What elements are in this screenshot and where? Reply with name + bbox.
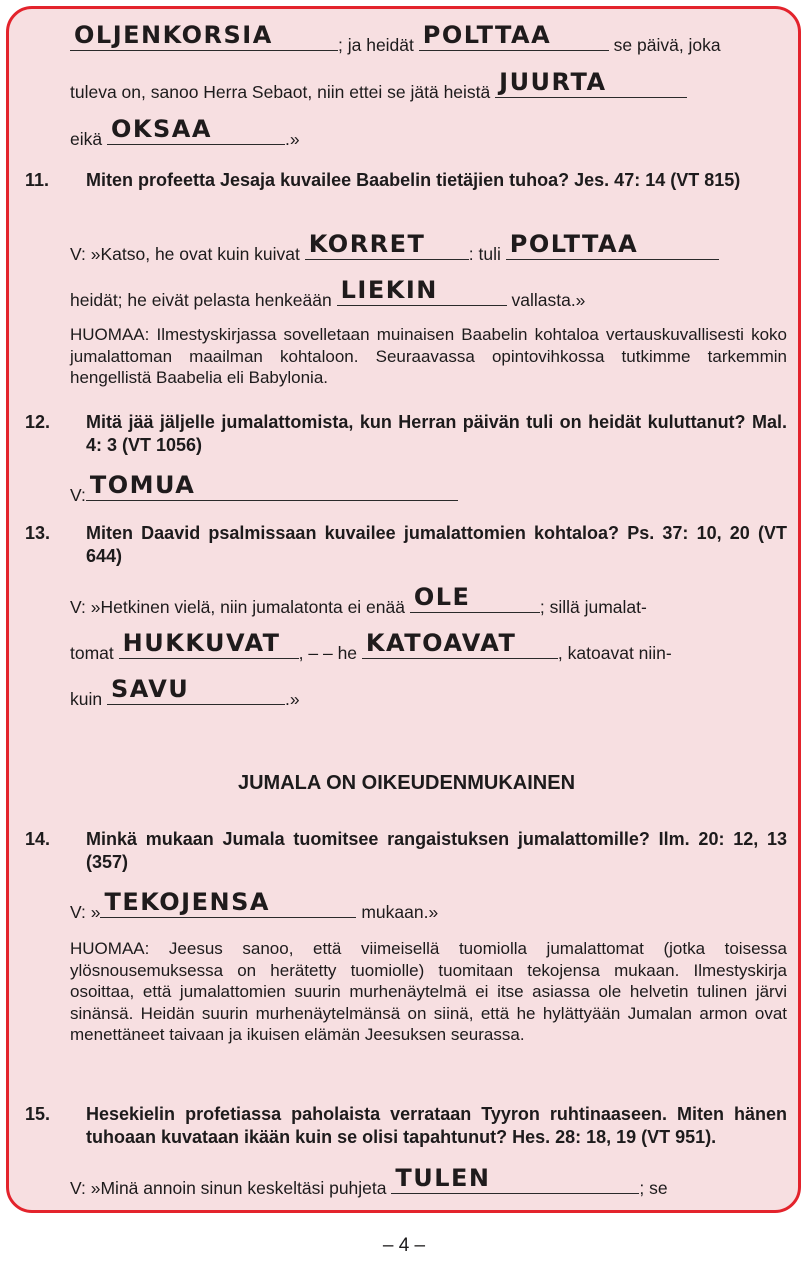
handwritten-answer: JUURTA — [499, 68, 607, 96]
handwritten-answer: HUKKUVAT — [122, 629, 281, 657]
text-fragment: tuleva on, sanoo Herra Sebaot, niin ettei se jätä heistä — [70, 82, 491, 102]
text-fragment: tomat — [70, 643, 114, 663]
question-number: 15. — [25, 1104, 51, 1124]
text-fragment: vallasta.» — [511, 290, 586, 310]
answer-blank[interactable] — [305, 230, 469, 260]
question-12 — [25, 411, 787, 457]
question-number: 13. — [25, 523, 51, 543]
question-text: Mitä jää jäljelle jumalattomista, kun Herran päivän tuli on heidät kuluttanut? Mal. 4: 3 (VT 1056) — [86, 412, 787, 455]
question-number: 14. — [25, 829, 51, 849]
handwritten-answer: TULEN — [395, 1164, 491, 1192]
question-15 — [25, 1103, 787, 1149]
text-fragment: V: — [70, 485, 86, 505]
handwritten-answer: OLJENKORSIA — [74, 21, 273, 49]
answer-blank[interactable] — [86, 471, 458, 501]
q13-answer-line-1 — [70, 583, 647, 618]
q13-answer-line-3 — [70, 675, 300, 710]
text-fragment: : tuli — [468, 244, 501, 264]
q15-answer-line — [70, 1164, 668, 1199]
handwritten-answer: POLTTAA — [422, 21, 552, 49]
worksheet-panel — [6, 6, 801, 1213]
answer-blank[interactable] — [495, 68, 687, 98]
intro-line-3 — [70, 115, 300, 150]
q13-answer-line-2 — [70, 629, 672, 664]
intro-line-1 — [70, 21, 721, 56]
handwritten-answer: TOMUA — [89, 471, 196, 499]
text-fragment: , katoavat niin- — [557, 643, 672, 663]
question-14 — [25, 828, 787, 874]
text-fragment: ; sillä jumalat- — [539, 597, 647, 617]
answer-blank[interactable] — [362, 629, 558, 659]
answer-blank[interactable] — [70, 21, 338, 51]
text-fragment: .» — [284, 689, 300, 709]
question-11 — [25, 169, 787, 192]
q11-answer-line-2 — [70, 276, 586, 311]
question-text: Hesekielin profetiassa paholaista verrataan Tyyron ruhtinaaseen. Miten hänen tuhoaan kuvataan ikään kuin se olisi tapahtunut? Hes. 28: 18, 19 (VT 951). — [86, 1104, 787, 1147]
text-fragment: mukaan.» — [361, 902, 439, 922]
answer-blank[interactable] — [410, 583, 540, 613]
text-fragment: , – – he — [298, 643, 358, 663]
answer-blank[interactable] — [100, 888, 356, 918]
text-fragment: .» — [284, 129, 300, 149]
answer-blank[interactable] — [107, 115, 285, 145]
text-fragment: ; ja heidät — [338, 35, 414, 55]
q11-answer-line-1 — [70, 230, 719, 265]
handwritten-answer: OKSAA — [110, 115, 212, 143]
answer-blank[interactable] — [506, 230, 719, 260]
answer-blank[interactable] — [119, 629, 299, 659]
handwritten-answer: LIEKIN — [340, 276, 438, 304]
question-13 — [25, 522, 787, 568]
handwritten-answer: OLE — [413, 583, 471, 611]
question-text: Miten Daavid psalmissaan kuvailee jumalattomien kohtaloa? Ps. 37: 10, 20 (VT 644) — [86, 523, 787, 566]
text-fragment: kuin — [70, 689, 103, 709]
text-fragment: ; se — [639, 1178, 668, 1198]
handwritten-answer: TEKOJENSA — [104, 888, 270, 916]
text-fragment: V: »Katso, he ovat kuin kuivat — [70, 244, 300, 264]
text-fragment: V: »Hetkinen vielä, niin jumalatonta ei enää — [70, 597, 405, 617]
question-text: Miten profeetta Jesaja kuvailee Baabelin tietäjien tuhoa? Jes. 47: 14 (VT 815) — [86, 170, 741, 190]
handwritten-answer: KATOAVAT — [365, 629, 517, 657]
question-text: Minkä mukaan Jumala tuomitsee rangaistuksen jumalattomille? Ilm. 20: 12, 13 (357) — [86, 829, 787, 872]
text-fragment: V: » — [70, 902, 101, 922]
page-number: – 4 – — [382, 1235, 426, 1256]
handwritten-answer: SAVU — [110, 675, 190, 703]
answer-blank[interactable] — [391, 1164, 639, 1194]
q12-answer-line — [70, 471, 458, 506]
text-fragment: eikä — [70, 129, 103, 149]
text-fragment: heidät; he eivät pelasta henkeään — [70, 290, 332, 310]
question-number: 11. — [25, 170, 50, 190]
q11-note: HUOMAA: Ilmestyskirjassa sovelletaan muinaisen Baabelin kohtaloa vertauskuvallisesti koko jumalattoman maailman kohtaloon. Seuraavassa opintovihkossa tutkimme tarkemmin hengellistä Baabelia eli Babylonia. — [70, 325, 787, 387]
q14-note: HUOMAA: Jeesus sanoo, että viimeisellä tuomiolla jumalattomat (jotka toisessa ylösnousemuksessa on herätetty tuomiolle) tuomitaan tekojensa mukaan. Ilmestyskirja osoittaa, että jumalattomien suurin murhenäytelmä ei itse asiassa ole helvetin tulinen järvi sinänsä. Heidän suurin murhenäytelmänsä on siinä, että he hylättyään Jumalan armon ovat menettäneet taivaan ja ikuisen elämän Jeesuksen seurassa. — [70, 939, 787, 1044]
text-fragment: se päivä, joka — [613, 35, 721, 55]
q14-answer-line — [70, 888, 439, 923]
handwritten-answer: KORRET — [308, 230, 426, 258]
answer-blank[interactable] — [419, 21, 609, 51]
handwritten-answer: POLTTAA — [509, 230, 639, 258]
answer-blank[interactable] — [107, 675, 285, 705]
text-fragment: V: »Minä annoin sinun keskeltäsi puhjeta — [70, 1178, 387, 1198]
question-number: 12. — [25, 412, 51, 432]
intro-line-2 — [70, 68, 687, 103]
section-heading: JUMALA ON OIKEUDENMUKAINEN — [237, 772, 576, 794]
answer-blank[interactable] — [337, 276, 507, 306]
